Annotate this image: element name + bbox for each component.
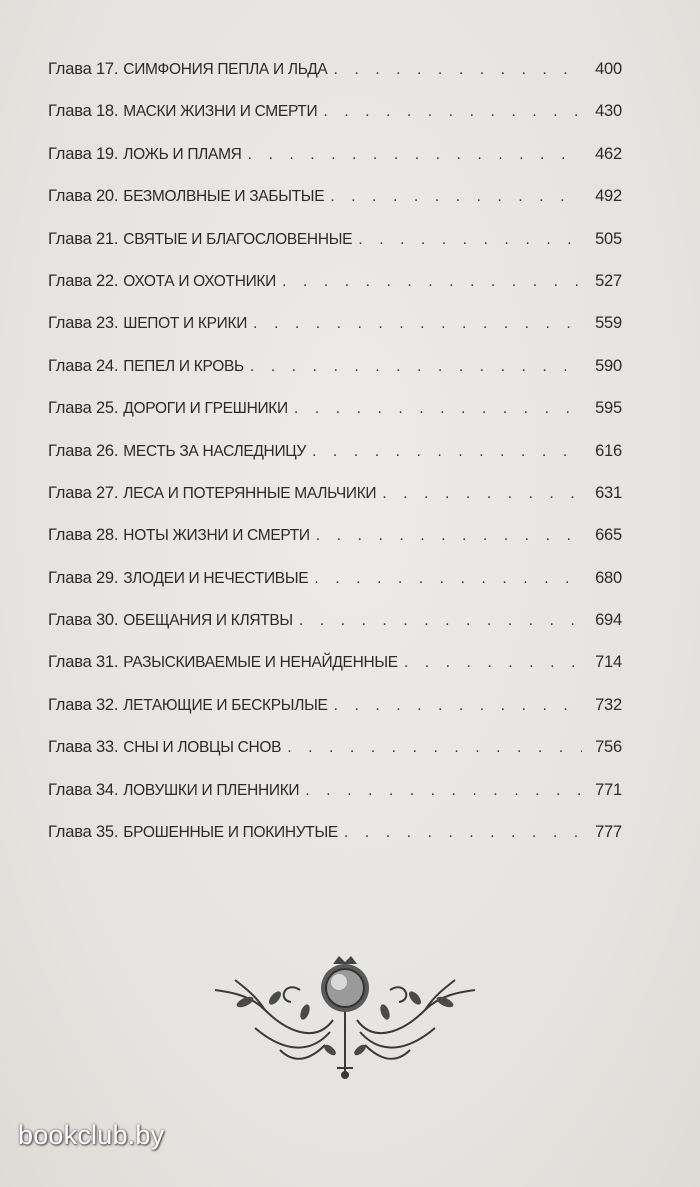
toc-entry: [48, 272, 622, 314]
toc-entry: [48, 102, 622, 144]
toc-entry: [48, 696, 622, 738]
dot-leader: [358, 231, 582, 249]
chapter-title: БРОШЕННЫЕ И ПОКИНУТЫЕ: [123, 824, 338, 842]
toc-entry: [48, 314, 622, 356]
page-number: 616: [595, 441, 622, 460]
page-number: 400: [595, 60, 622, 78]
chapter-number: Глава 19.: [48, 144, 119, 163]
page-number: 771: [595, 780, 622, 799]
page-number: 430: [595, 102, 622, 121]
page-number: 756: [595, 738, 622, 757]
chapter-title: ОБЕЩАНИЯ И КЛЯТВЫ: [123, 612, 293, 630]
toc-entry: [48, 569, 622, 611]
chapter-number: Глава 26.: [48, 441, 119, 460]
dot-leader: [382, 485, 582, 503]
dot-leader: [282, 273, 582, 291]
dot-leader: [248, 146, 582, 164]
toc-entry: [48, 653, 622, 695]
toc-entry: [48, 526, 622, 568]
chapter-number: Глава 25.: [48, 399, 119, 418]
dot-leader: [404, 654, 582, 672]
page-number: 595: [595, 399, 622, 418]
chapter-number: Глава 32.: [48, 695, 119, 714]
page-number: 714: [595, 653, 622, 672]
dot-leader: [334, 697, 582, 715]
chapter-title: СНЫ И ЛОВЦЫ СНОВ: [123, 739, 282, 757]
chapter-number: Глава 27.: [48, 483, 119, 502]
page-number: 694: [595, 611, 622, 630]
chapter-title: СИМФОНИЯ ПЕПЛА И ЛЬДА: [123, 61, 328, 78]
page-number: 665: [595, 526, 622, 545]
chapter-title: ДОРОГИ И ГРЕШНИКИ: [123, 400, 288, 418]
toc-entry: [48, 484, 622, 526]
table-of-contents: [48, 60, 622, 865]
chapter-title: НОТЫ ЖИЗНИ И СМЕРТИ: [123, 527, 310, 545]
chapter-title: ЗЛОДЕИ И НЕЧЕСТИВЫЕ: [123, 569, 309, 587]
chapter-number: Глава 33.: [48, 738, 119, 757]
page-number: 527: [595, 271, 622, 290]
chapter-number: Глава 22.: [48, 271, 119, 290]
dot-leader: [253, 315, 582, 333]
chapter-number: Глава 24.: [48, 356, 119, 375]
chapter-number: Глава 35.: [48, 823, 119, 842]
dot-leader: [330, 188, 582, 206]
dot-leader: [316, 527, 582, 545]
dot-leader: [294, 400, 582, 418]
toc-entry: [48, 145, 622, 187]
chapter-title: ЛЕСА И ПОТЕРЯННЫЕ МАЛЬЧИКИ: [123, 484, 377, 502]
dot-leader: [314, 570, 582, 588]
chapter-number: Глава 23.: [48, 314, 119, 333]
chapter-number: Глава 30.: [48, 611, 119, 630]
chapter-number: Глава 29.: [48, 568, 119, 587]
dot-leader: [344, 824, 582, 842]
page-number: 680: [595, 568, 622, 587]
chapter-title: МАСКИ ЖИЗНИ И СМЕРТИ: [123, 103, 318, 121]
floral-ornament-icon: [205, 950, 485, 1085]
dot-leader: [287, 739, 582, 757]
page-number: 732: [595, 695, 622, 714]
dot-leader: [323, 103, 582, 121]
toc-entry: [48, 357, 622, 399]
chapter-title: ЛОВУШКИ И ПЛЕННИКИ: [123, 781, 300, 799]
toc-entry: [48, 611, 622, 653]
dot-leader: [305, 782, 582, 800]
toc-entry: [48, 399, 622, 441]
chapter-number: Глава 21.: [48, 229, 119, 248]
chapter-title: БЕЗМОЛВНЫЕ И ЗАБЫТЫЕ: [123, 188, 325, 206]
chapter-title: ЛОЖЬ И ПЛАМЯ: [123, 145, 242, 163]
chapter-title: МЕСТЬ ЗА НАСЛЕДНИЦУ: [123, 442, 307, 460]
chapter-title: ОХОТА И ОХОТНИКИ: [123, 272, 276, 290]
chapter-number: Глава 18.: [48, 102, 119, 121]
page-number: 559: [595, 314, 622, 333]
dot-leader: [299, 612, 582, 630]
toc-entry: [48, 60, 622, 102]
toc-entry: [48, 823, 622, 865]
page-number: 505: [595, 229, 622, 248]
chapter-number: Глава 31.: [48, 653, 119, 672]
page-number: 492: [595, 187, 622, 206]
toc-entry: [48, 442, 622, 484]
chapter-number: Глава 17.: [48, 60, 119, 78]
chapter-title: ШЕПОТ И КРИКИ: [123, 315, 248, 333]
chapter-title: РАЗЫСКИВАЕМЫЕ И НЕНАЙДЕННЫЕ: [123, 654, 398, 672]
chapter-title: СВЯТЫЕ И БЛАГОСЛОВЕННЫЕ: [123, 230, 353, 248]
dot-leader: [250, 358, 582, 376]
dot-leader: [312, 443, 582, 461]
chapter-number: Глава 28.: [48, 526, 119, 545]
page-number: 462: [595, 144, 622, 163]
page-number: 777: [595, 823, 622, 842]
watermark: bookclub.by: [18, 1120, 165, 1150]
toc-entry: [48, 230, 622, 272]
chapter-title: ПЕПЕЛ И КРОВЬ: [123, 357, 244, 375]
chapter-number: Глава 34.: [48, 780, 119, 799]
dot-leader: [333, 61, 582, 79]
toc-entry: [48, 187, 622, 229]
chapter-title: ЛЕТАЮЩИЕ И БЕСКРЫЛЫЕ: [123, 696, 328, 714]
toc-entry: [48, 781, 622, 823]
chapter-number: Глава 20.: [48, 187, 119, 206]
page-number: 590: [595, 356, 622, 375]
page-number: 631: [595, 483, 622, 502]
toc-entry: [48, 738, 622, 780]
